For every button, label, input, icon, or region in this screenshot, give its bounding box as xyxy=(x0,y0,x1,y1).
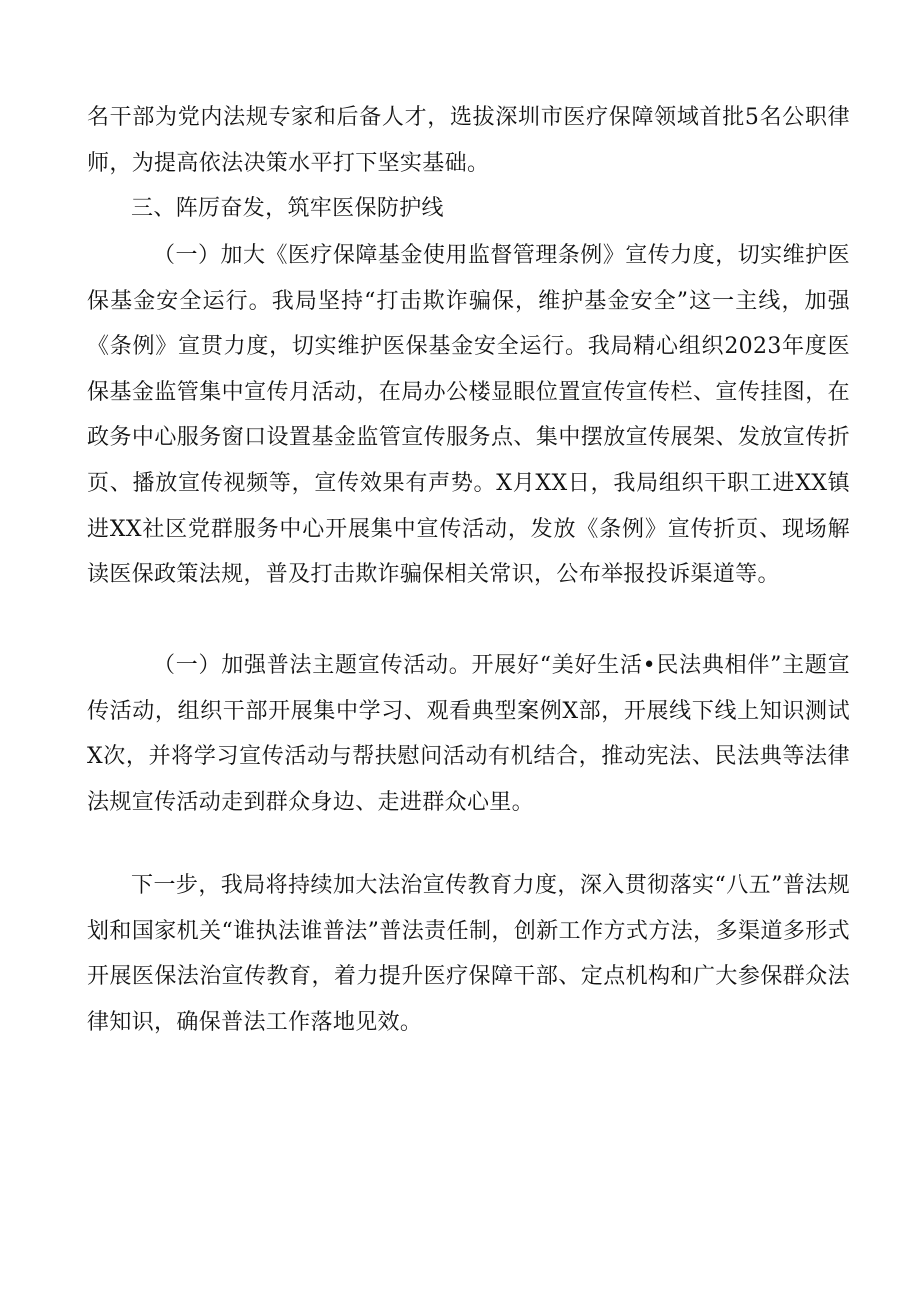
paragraph-law-promotion: （一）加强普法主题宣传活动。开展好“美好生活•民法典相伴”主题宣传活动，组织干部开展集中学习、观看典型案例X部，开展线下线上知识测试X次，并将学习宣传活动与帮扶慰问活动有机结合，推动宪法、民法典等法律法规宣传活动走到群众身边、走进群众心里。 xyxy=(87,653,850,815)
paragraph-fund-supervision: （一）加大《医疗保障基金使用监督管理条例》宣传力度，切实维护医保基金安全运行。我局坚持“打击欺诈骗保，维护基金安全”这一主线，加强《条例》宣贯力度，切实维护医保基金安全运行。我局精心组织2023年度医保基金监管集中宣传月活动，在局办公楼显眼位置宣传宣传栏、宣传挂图，在政务中心服务窗口设置基金监管宣传服务点、集中摆放宣传展架、发放宣传折页、播放宣传视频等，宣传效果有声势。X月XX日，我局组织干职工进XX镇进XX社区党群服务中心开展集中宣传活动，发放《条例》宣传折页、现场解读医保政策法规，普及打击欺诈骗保相关常识，公布举报投诉渠道等。 xyxy=(87,243,850,588)
section-heading-three: 三、阵厉奋发，筑牢医保防护线 xyxy=(131,196,444,221)
paragraph-cadre-talent: 名干部为党内法规专家和后备人才，选拔深圳市医疗保障领域首批5名公职律师，为提高依法决策水平打下坚实基础。 xyxy=(87,105,850,176)
paragraph-next-steps: 下一步，我局将持续加大法治宣传教育力度，深入贯彻落实“八五”普法规划和国家机关“谁执法谁普法”普法责任制，创新工作方式方法，多渠道多形式开展医保法治宣传教育，着力提升医疗保障干部、定点机构和广大参保群众法律知识，确保普法工作落地见效。 xyxy=(87,873,850,1035)
